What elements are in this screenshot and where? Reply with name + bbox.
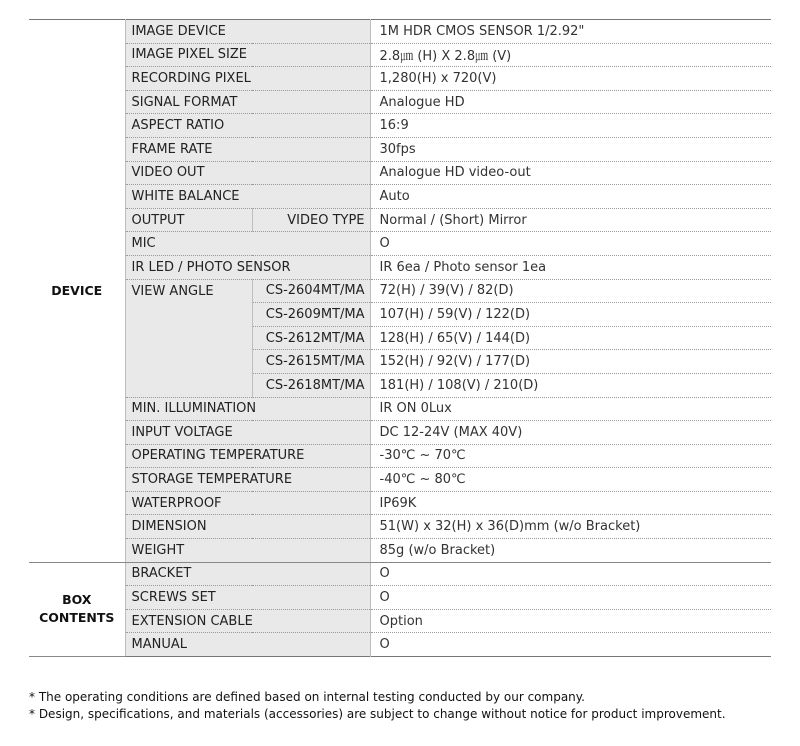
value-dimension: 51(W) x 32(H) x 36(D)mm (w/o Bracket) (370, 515, 771, 539)
label-aspect-ratio: ASPECT RATIO (125, 114, 370, 138)
row-signal-format (29, 90, 771, 114)
value-video-out: Analogue HD video-out (370, 161, 771, 185)
label-view-angle: VIEW ANGLE (125, 279, 252, 397)
label-min-illumination: MIN. ILLUMINATION (125, 397, 370, 421)
value-bracket: O (370, 562, 771, 586)
row-waterproof (29, 491, 771, 515)
model-view-angle: CS-2609MT/MA (252, 303, 370, 327)
label-recording-pixel: RECORDING PIXEL (125, 67, 370, 91)
label-video-out: VIDEO OUT (125, 161, 370, 185)
value-view-angle: 72(H) / 39(V) / 82(D) (370, 279, 771, 303)
label-signal-format: SIGNAL FORMAT (125, 90, 370, 114)
row-image-device (29, 20, 771, 44)
spec-table (29, 19, 771, 657)
label-manual: MANUAL (125, 633, 370, 657)
footnote-operating-conditions: * The operating conditions are defined based on internal testing conducted by our company. (29, 690, 585, 704)
value-screws-set: O (370, 586, 771, 610)
value-mic: O (370, 232, 771, 256)
footnote-design-change: * Design, specifications, and materials (accessories) are subject to change without notice for product improvement. (29, 707, 726, 721)
row-storage-temperature (29, 468, 771, 492)
value-view-angle: 152(H) / 92(V) / 177(D) (370, 350, 771, 374)
label-frame-rate: FRAME RATE (125, 137, 370, 161)
label-extension-cable: EXTENSION CABLE (125, 609, 370, 633)
label-image-pixel-size: IMAGE PIXEL SIZE (125, 43, 370, 67)
value-frame-rate: 30fps (370, 137, 771, 161)
model-view-angle: CS-2618MT/MA (252, 373, 370, 397)
row-aspect-ratio (29, 114, 771, 138)
category-device: DEVICE (29, 20, 125, 563)
value-manual: O (370, 633, 771, 657)
row-bracket (29, 562, 771, 586)
model-view-angle: CS-2604MT/MA (252, 279, 370, 303)
value-extension-cable: Option (370, 609, 771, 633)
row-screws-set (29, 586, 771, 610)
label-weight: WEIGHT (125, 539, 370, 563)
value-ir-led: IR 6ea / Photo sensor 1ea (370, 255, 771, 279)
label-mic: MIC (125, 232, 370, 256)
value-aspect-ratio: 16:9 (370, 114, 771, 138)
category-box-contents (29, 562, 125, 656)
row-view-angle-1 (29, 279, 771, 303)
model-view-angle: CS-2612MT/MA (252, 326, 370, 350)
value-waterproof: IP69K (370, 491, 771, 515)
row-video-out (29, 161, 771, 185)
sublabel-video-type: VIDEO TYPE (252, 208, 370, 232)
label-input-voltage: INPUT VOLTAGE (125, 421, 370, 445)
row-ir-led (29, 255, 771, 279)
category-box-line1: BOX (62, 592, 92, 608)
footnotes (29, 689, 726, 723)
value-white-balance: Auto (370, 185, 771, 209)
value-image-pixel-size: 2.8㎛ (H) X 2.8㎛ (V) (370, 43, 771, 67)
value-image-device: 1M HDR CMOS SENSOR 1/2.92" (370, 20, 771, 44)
value-view-angle: 181(H) / 108(V) / 210(D) (370, 373, 771, 397)
row-frame-rate (29, 137, 771, 161)
row-dimension (29, 515, 771, 539)
value-storage-temperature: -40℃ ~ 80℃ (370, 468, 771, 492)
row-recording-pixel (29, 67, 771, 91)
value-output: Normal / (Short) Mirror (370, 208, 771, 232)
label-output: OUTPUT (125, 208, 252, 232)
row-operating-temperature (29, 444, 771, 468)
category-box-line2: CONTENTS (39, 610, 115, 626)
value-weight: 85g (w/o Bracket) (370, 539, 771, 563)
row-min-illumination (29, 397, 771, 421)
row-manual (29, 633, 771, 657)
label-storage-temperature: STORAGE TEMPERATURE (125, 468, 370, 492)
label-operating-temperature: OPERATING TEMPERATURE (125, 444, 370, 468)
row-mic (29, 232, 771, 256)
label-image-device: IMAGE DEVICE (125, 20, 370, 44)
label-screws-set: SCREWS SET (125, 586, 370, 610)
row-extension-cable (29, 609, 771, 633)
value-signal-format: Analogue HD (370, 90, 771, 114)
row-weight (29, 539, 771, 563)
label-waterproof: WATERPROOF (125, 491, 370, 515)
value-operating-temperature: -30℃ ~ 70℃ (370, 444, 771, 468)
label-dimension: DIMENSION (125, 515, 370, 539)
model-view-angle: CS-2615MT/MA (252, 350, 370, 374)
value-recording-pixel: 1,280(H) x 720(V) (370, 67, 771, 91)
row-output (29, 208, 771, 232)
label-white-balance: WHITE BALANCE (125, 185, 370, 209)
label-bracket: BRACKET (125, 562, 370, 586)
value-view-angle: 107(H) / 59(V) / 122(D) (370, 303, 771, 327)
row-image-pixel-size (29, 43, 771, 67)
label-ir-led: IR LED / PHOTO SENSOR (125, 255, 370, 279)
value-min-illumination: IR ON 0Lux (370, 397, 771, 421)
row-input-voltage (29, 421, 771, 445)
value-input-voltage: DC 12-24V (MAX 40V) (370, 421, 771, 445)
value-view-angle: 128(H) / 65(V) / 144(D) (370, 326, 771, 350)
row-white-balance (29, 185, 771, 209)
